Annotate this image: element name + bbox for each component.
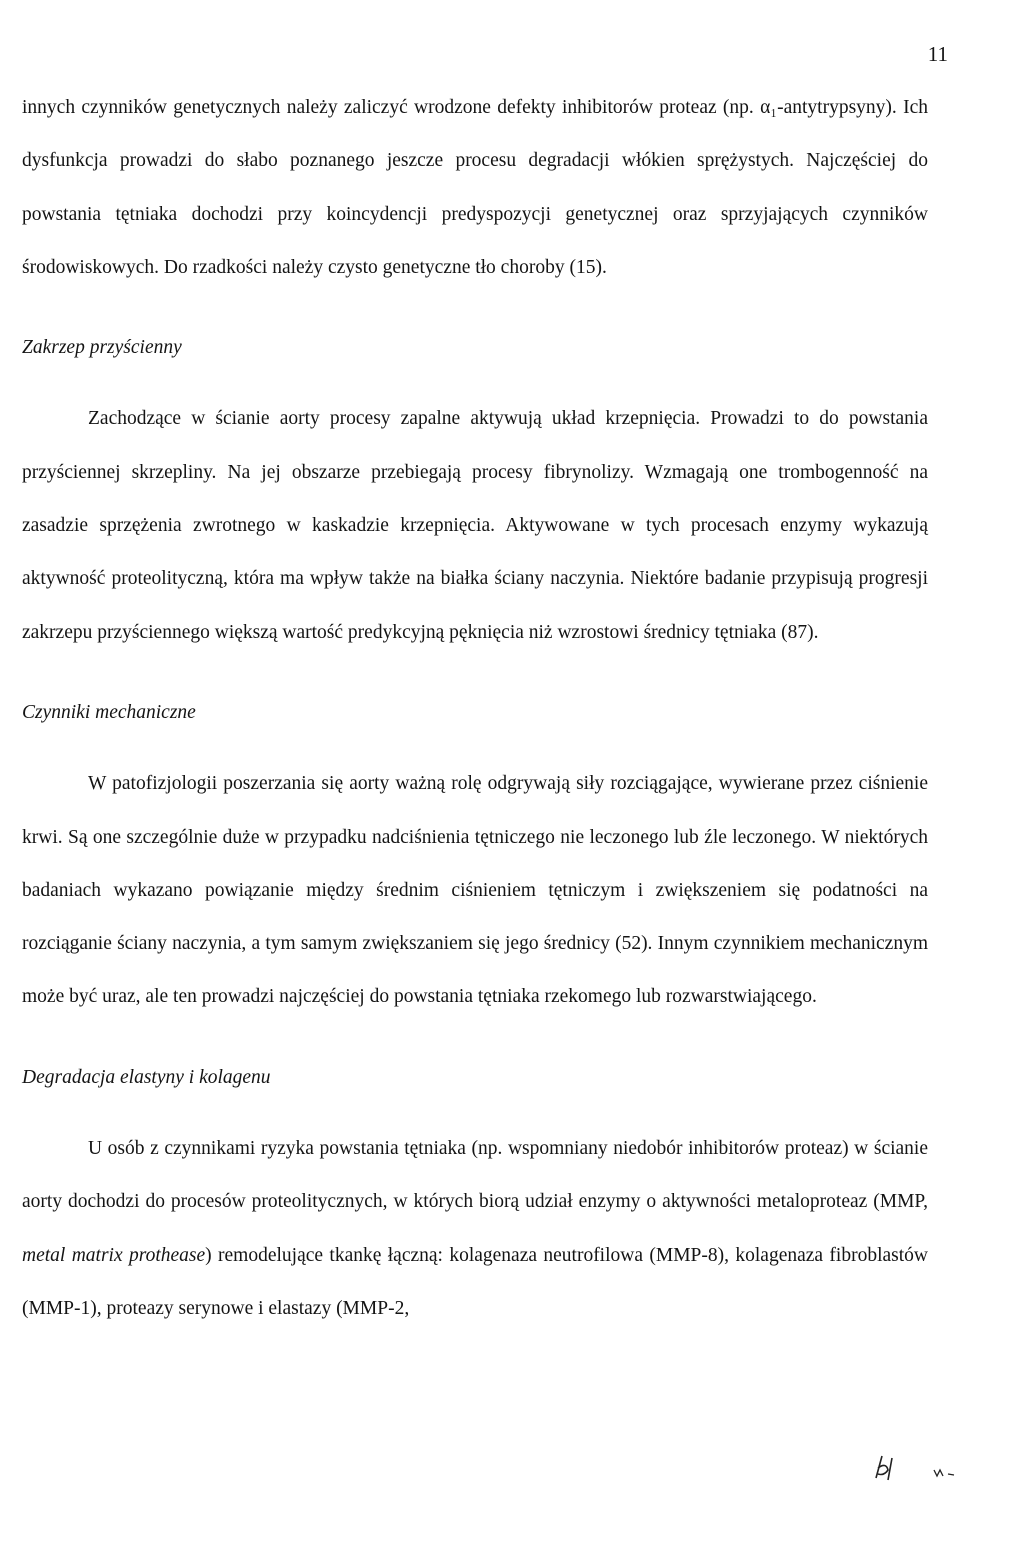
paragraph-mural-thrombus: Zachodzące w ścianie aorty procesy zapalne aktywują układ krzepnięcia. Prowadzi to do powstania przyściennej skrzepliny. Na jej obszarze przebiegają procesy fibrynolizy. Wzmagają one trombogenność na zasadzie sprzężenia zwrotnego w kaskadzie krzepnięcia. Aktywowane w tych procesach enzymy wykazują aktywność proteolityczną, która ma wpływ także na białka ściany naczynia. Niektóre badanie przypisują progresji zakrzepu przyściennego większą wartość predykcyjną pęknięcia niż wzrostowi średnicy tętniaka (87). <box>22 408 928 643</box>
heading-elastin-collagen-degradation: Degradacja elastyny i kolagenu <box>22 1066 271 1088</box>
heading-mechanical-factors: Czynniki mechaniczne <box>22 701 196 723</box>
paragraph-genetic-factors: innych czynników genetycznych należy zaliczyć wrodzone defekty inhibitorów proteaz (np. α₁-antytrypsyny). Ich dysfunkcja prowadzi do słabo poznanego jeszcze procesu degradacji włókien sprężystych. Najczęściej do powstania tętniaka dochodzi przy koincydencji predyspozycji genetycznej oraz sprzyjających czynników środowiskowych. Do rzadkości należy czysto genetyczne tło choroby (15). <box>22 97 928 278</box>
paragraph-mechanical-factors: W patofizjologii poszerzania się aorty ważną rolę odgrywają siły rozciągające, wywierane przez ciśnienie krwi. Są one szczególnie duże w przypadku nadciśnienia tętniczego nie leczonego lub źle leczonego. W niektórych badaniach wykazano powiązanie między średnim ciśnieniem tętniczym i zwiększeniem się podatności na rozciąganie ściany naczynia, a tym samym zwiększaniem się jego średnicy (52). Innym czynnikiem mechanicznym może być uraz, ale ten prowadzi najczęściej do powstania tętniaka rzekomego lub rozwarstwiającego. <box>22 773 928 1008</box>
latin-term: metal matrix prothease <box>22 1244 206 1266</box>
document-body <box>22 81 928 1335</box>
heading-mural-thrombus: Zakrzep przyścienny <box>22 337 182 359</box>
paragraph-text-part: U osób z czynnikami ryzyka powstania tętniaka (np. wspomniany niedobór inhibitorów proteaz) w ścianie aorty dochodzi do procesów proteolitycznych, w których biorą udział enzymy o aktywności metaloproteaz (MMP, <box>22 1138 928 1213</box>
paragraph-text-part: ) remodelujące tkankę łączną: kolagenaza neutrofilowa (MMP-8), kolagenaza fibroblastów (MMP-1), proteazy serynowe i elastazy (MMP-2, <box>22 1244 928 1319</box>
page-number: 11 <box>927 42 948 66</box>
paragraph-elastin-collagen-degradation <box>22 1122 928 1335</box>
handwritten-initials <box>866 1448 966 1488</box>
